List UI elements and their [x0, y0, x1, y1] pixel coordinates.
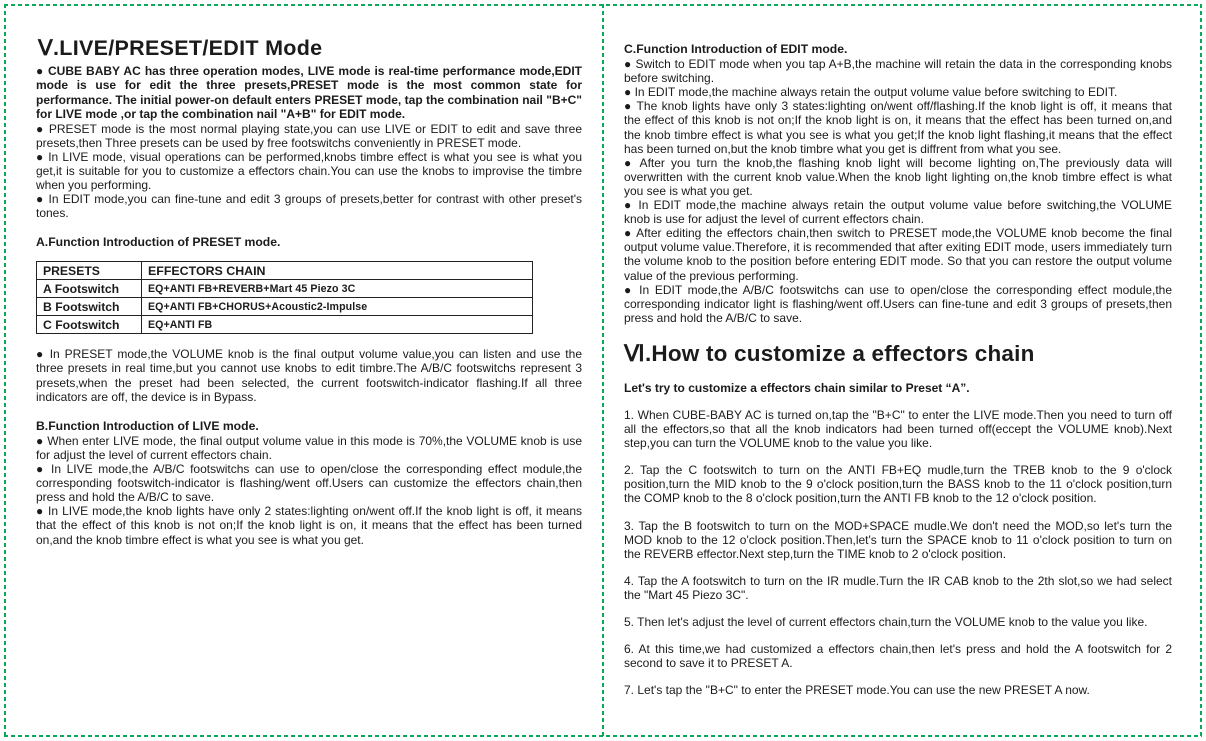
- table-header-presets: PRESETS: [37, 262, 142, 280]
- step-item: 5. Then let's adjust the level of current effectors chain,turn the VOLUME knob to the value you like.: [624, 615, 1148, 629]
- section-a-heading: A.Function Introduction of PRESET mode.: [36, 235, 281, 250]
- bullet-item: ● Switch to EDIT mode when you tap A+B,the machine will retain the data in the corresponding knobs before switching.: [624, 57, 1172, 86]
- section-c-heading: C.Function Introduction of EDIT mode.: [624, 42, 848, 56]
- section-5-title: Ⅴ.LIVE/PRESET/EDIT Mode: [38, 36, 323, 60]
- bullet-item: ● In EDIT mode,the A/B/C footswitchs can use to open/close the corresponding effect module,the corresponding indicator light is flashing/went off.Users can fine-tune and edit 3 groups of presets,then press and hold the A/B/C to save.: [624, 282, 1172, 325]
- bullet-item: ● The knob lights have only 3 states:lighting on/went off/flashing.If the knob light is off, it means that the effect of this knob is not on;If the knob light is on, it means that the effect has been turned on,and the knob timbre effect is what you see is what you get;If the knob light flashing,it means that the effect has been turned on,but the knob timbre what you get is diffrent from what you see.: [624, 99, 1172, 156]
- step-item: 3. Tap the B footswitch to turn on the MOD+SPACE mudle.We don't need the MOD,so let's turn the MOD knob to the 12 o'clock position.Then,let's turn the SPACE knob to 11 o'clock position to turn on the REVERB effector.Next step,turn the TIME knob to 2 o'clock position.: [624, 518, 1172, 561]
- step-item: 6. At this time,we had customized a effectors chain,then let's press and hold the A footswitch for 2 second to save it to PRESET A.: [624, 642, 1172, 671]
- bullet-item: ● After you turn the knob,the flashing knob light will become lighting on,The previously data will overwritten with the current knob value.When the knob light lighting on,the knob timbre effect is what you see is what you get.: [624, 155, 1172, 198]
- page-border-right: [1200, 4, 1202, 737]
- page-border-left: [4, 4, 6, 737]
- bullet-item: ● When enter LIVE mode, the final output volume value in this mode is 70%,the VOLUME knob is use for adjust the level of current effectors chain.: [36, 433, 582, 462]
- bullet-item: ● After editing the effectors chain,then switch to PRESET mode,the VOLUME knob become the final output volume value.Therefore, it is recommended that after exiting EDIT mode, users immediately turn the volume knob to the position before entering EDIT mode. So that you can restore the output volume value of the previous performing.: [624, 226, 1172, 283]
- bullet-item: ● In LIVE mode,the knob lights have only 2 states:lighting on/went off.If the knob light is off, it means that the effect of this knob is not on;If the knob light is on, it means that the effect has been turned on,and the knob timbre effect is what you see is what you get.: [36, 504, 582, 547]
- table-header-effectors-chain: EFFECTORS CHAIN: [142, 262, 533, 280]
- section-5-intro: ● CUBE BABY AC has three operation modes, LIVE mode is real-time performance mode,EDIT mode is use for edit the three presets,PRESET mode is the most common state for performance. The initial power-on default enters PRESET mode, tap the combination nail "B+C" for LIVE mode ,or tap the combination nail "A+B" for EDIT mode.: [36, 64, 582, 122]
- presets-table: [36, 261, 533, 334]
- table-row: [37, 298, 533, 316]
- step-item: 7. Let's tap the "B+C" to enter the PRESET mode.You can use the new PRESET A now.: [624, 683, 1090, 698]
- bullet-item: ● In PRESET mode,the VOLUME knob is the final output volume value,you can listen and use the three presets in real time,but you cannot use knobs to edit timbre.The A/B/C footswitchs represent 3 presets,when the preset had been selected, the current footswitch-indicator flashing.If all three indicators are off, the device is in Bypass.: [36, 347, 582, 404]
- table-cell-preset: A Footswitch: [37, 280, 142, 298]
- table-header-row: [37, 262, 533, 280]
- table-cell-chain: EQ+ANTI FB+CHORUS+Acoustic2-Impulse: [142, 298, 533, 316]
- table-row: [37, 316, 533, 334]
- section-6-title: Ⅵ.How to customize a effectors chain: [624, 340, 1035, 366]
- table-cell-chain: EQ+ANTI FB+REVERB+Mart 45 Piezo 3C: [142, 280, 533, 298]
- right-column: [624, 42, 1172, 697]
- table-cell-preset: C Footswitch: [37, 316, 142, 334]
- step-item: 2. Tap the C footswitch to turn on the ANTI FB+EQ mudle,turn the TREB knob to the 9 o'clock position,turn the MID knob to the 9 o'clock position,turn the BASS knob to the 11 o'clock position,turn the COMP knob to the 8 o'clock position,turn the ANTI FB knob to the 12 o'clock position.: [624, 463, 1172, 506]
- table-cell-preset: B Footswitch: [37, 298, 142, 316]
- step-item: 1. When CUBE-BABY AC is turned on,tap the "B+C" to enter the LIVE mode.Then you need to turn off all the effectors,so that all the knob indicators had been turned off(eccept the VOLUME knob).Next step,you can turn the VOLUME knob to the value you like.: [624, 407, 1172, 451]
- bullet-item: ● In EDIT mode,the machine always retain the output volume value before switching,the VOLUME knob is use for adjust the level of current effectors chain.: [624, 198, 1172, 227]
- bullet-item: ● In LIVE mode,the A/B/C footswitchs can use to open/close the corresponding effect module,the corresponding footswitch-indicator is flashing/went off.Users can customize the effectors chain,then press and hold the A/B/C to save.: [36, 462, 582, 505]
- table-row: [37, 280, 533, 298]
- bullet-item: ● In EDIT mode,you can fine-tune and edit 3 groups of presets,better for contrast with other preset's tones.: [36, 192, 582, 221]
- bullet-item: ● PRESET mode is the most normal playing state,you can use LIVE or EDIT to edit and save three presets,then Three presets can be used by free footswitchs conveniently in PRESET mode.: [36, 121, 582, 150]
- section-b-heading: B.Function Introduction of LIVE mode.: [36, 418, 259, 433]
- bullet-item: ● In EDIT mode,the machine always retain the output volume value before switching to EDIT.: [624, 85, 1118, 100]
- table-cell-chain: EQ+ANTI FB: [142, 316, 533, 334]
- step-item: 4. Tap the A footswitch to turn on the IR mudle.Turn the IR CAB knob to the 2th slot,so we had select the "Mart 45 Piezo 3C".: [624, 573, 1172, 602]
- column-divider: [602, 4, 604, 737]
- left-column: [36, 36, 582, 547]
- section-6-subtitle: Let's try to customize a effectors chain similar to Preset “A”.: [624, 380, 970, 395]
- bullet-item: ● In LIVE mode, visual operations can be performed,knobs timbre effect is what you see is what you get,it is suitable for you to customize a effectors chain.You can use the knobs to improvise the timbre when you performing.: [36, 149, 582, 192]
